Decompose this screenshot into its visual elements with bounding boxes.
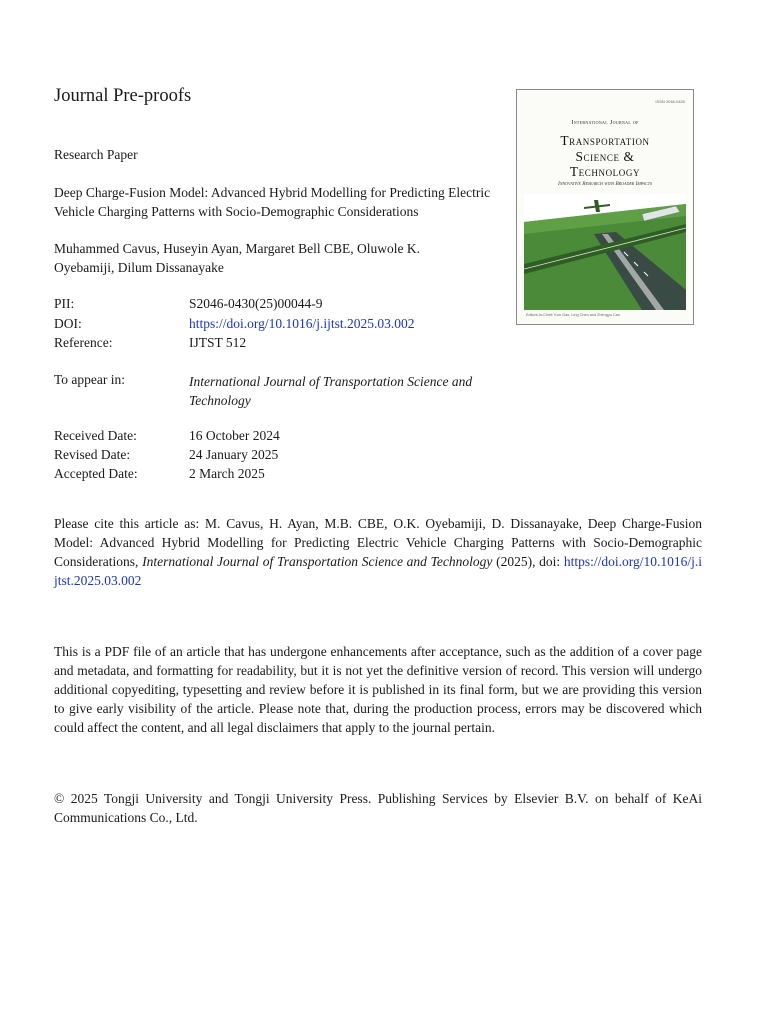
cover-title-line: Transportation [560, 133, 650, 148]
journal-pre-proofs-heading: Journal Pre-proofs [54, 86, 192, 106]
article-title: Deep Charge-Fusion Model: Advanced Hybrid Modelling for Predicting Electric Vehicle Charging Patterns with Socio-Demographic Considerations [54, 185, 491, 219]
citation-doi-prefix: (2025), doi: [492, 554, 564, 569]
citation-paragraph [54, 514, 702, 590]
citation-journal: International Journal of Transportation Science and Technology [142, 554, 493, 569]
accepted-date-label: Accepted Date: [54, 466, 138, 481]
cover-journal-prefix: International Journal of [571, 119, 639, 126]
cover-issn: ISSN 2046-0430 [655, 99, 685, 104]
pii-value: S2046-0430(25)00044-9 [189, 296, 323, 311]
received-date: 16 October 2024 [189, 428, 280, 443]
reference-label: Reference: [54, 335, 113, 350]
appear-in-journal: International Journal of Transportation Science and Technology [189, 374, 473, 408]
cover-title-line: Technology [569, 164, 641, 179]
reference-value: IJTST 512 [189, 335, 247, 350]
appear-in-label: To appear in: [54, 372, 126, 387]
article-type: Research Paper [54, 147, 138, 162]
copyright-notice: © 2025 Tongji University and Tongji University Press. Publishing Services by Elsevier B.V. on behalf of KeAi Communications Co., Ltd. [54, 791, 702, 825]
cover-tagline: Innovative Research with Broader Impacts [558, 181, 652, 187]
cover-title-line: Science & [575, 149, 635, 164]
citation-doi-link[interactable]: https://doi.org/10.1016/j.ijtst.2025.03.002 [54, 554, 703, 588]
pii-label: PII: [54, 296, 75, 311]
journal-cover-image [516, 89, 694, 325]
received-date-label: Received Date: [54, 428, 137, 443]
doi-link[interactable]: https://doi.org/10.1016/j.ijtst.2025.03.002 [189, 316, 415, 331]
cover-editors: Editors-in-Chief: Kun Gao, Ling Chen and Zhengyu Cao [526, 313, 620, 317]
accepted-date: 2 March 2025 [189, 466, 265, 481]
cover-illustration [524, 194, 686, 310]
doi-label: DOI: [54, 316, 82, 331]
revised-date-label: Revised Date: [54, 447, 131, 462]
disclaimer-paragraph: This is a PDF file of an article that has undergone enhancements after acceptance, such as the addition of a cover page and metadata, and formatting for readability, but it is not yet the definitive version of record. This version will undergo additional copyediting, typesetting and review before it is published in its final form, but we are providing this version to give early visibility of the article. Please note that, during the production process, errors may be discovered which could affect the content, and all legal disclaimers that apply to the journal pertain. [54, 644, 702, 735]
citation-text: Please cite this article as: M. Cavus, H. Ayan, M.B. CBE, O.K. Oyebamiji, D. Dissanayake, Deep Charge-Fusion Model: Advanced Hybrid Modelling for Predicting Electric Vehicle Charging Patterns with Socio-Demographic Considerations, [54, 516, 702, 569]
revised-date: 24 January 2025 [189, 447, 279, 462]
article-authors: Muhammed Cavus, Huseyin Ayan, Margaret Bell CBE, Oluwole K. Oyebamiji, Dilum Dissanayake [54, 241, 420, 275]
